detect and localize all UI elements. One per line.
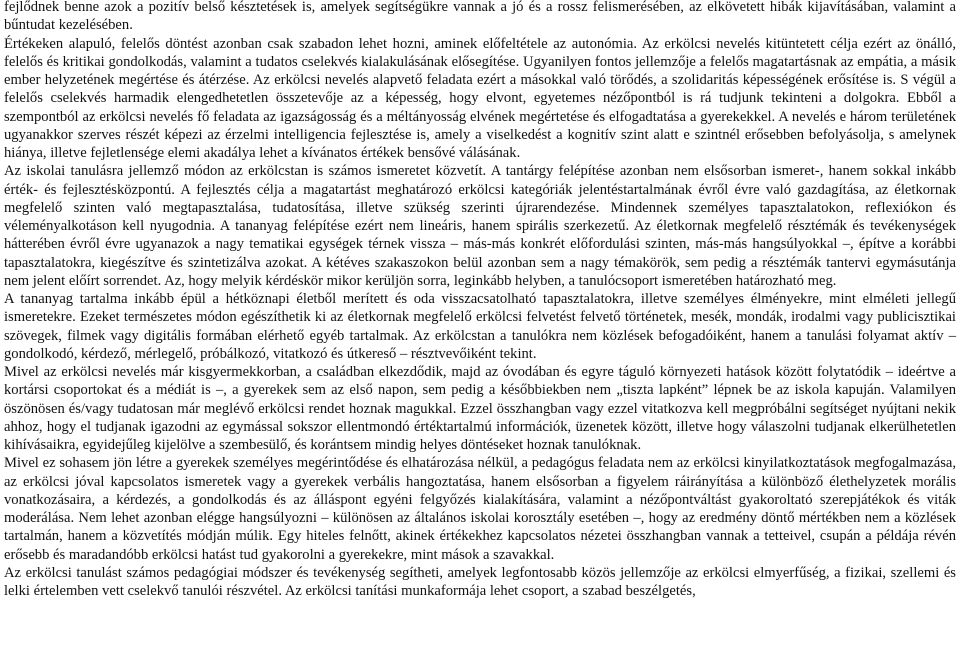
document-body xyxy=(4,0,956,600)
paragraph-5: Mivel az erkölcsi nevelés már kisgyermekkorban, a családban elkezdődik, majd az óvodában és egyre táguló környezeti hatások között folytatódik – ideértve a kortársi csoportokat és a médiát is –, a gyerekek sem az első napon, sem pedig a későbbiekben nem „tiszta lapként” lépnek be az iskola kapuján. Valamilyen öszönösen és/vagy tudatosan már meglévő erkölcsi rendet hoznak magukkal. Ezzel összhangban vagy ezzel vitatkozva kell megpróbálni segítséget nyújtani nekik ahhoz, hogy el tudjanak igazodni az egymással sokszor ellentmondó értéktartalmú információk, üzenetek között, illetve hogy válaszolni tudjanak elkerülhetetlen kihívásaikra, egyidejűleg kijelölve a szembesülő, és korántsem mindig helyes döntéseket hoznak tanulóknak. xyxy=(4,364,956,453)
paragraph-3: Az iskolai tanulásra jellemző módon az erkölcstan is számos ismeretet közvetít. A tantárgy felépítése azonban nem elsősorban ismeret-, hanem sokkal inkább érték- és fejlesztésközpontú. A fejlesztés célja a magatartást meghatározó erkölcsi kategóriák jelentéstartalmának évről évre való gazdagítása, az életkornak megfelelő szinten való megtapasztalása, tudatosítása, illetve szükség szerinti újrarendezése. Mindennek személyes tapasztalatokon, reflexiókon és véleményalkotáson kell nyugodnia. A tananyag felépítése ezért nem lineáris, hanem spirális szerkezetű. Az életkornak megfelelő résztémák és tevékenységek hátterében évről évre ugyanazok a nagy tematikai egységek térnek vissza – más-más konkrét előfordulási szinten, más-más hangsúlyokkal –, építve a korábbi tapasztalatokra, kiegészítve és szintetizálva azokat. A kétéves szakaszokon belül azonban sem a nagy témakörök, sem pedig a résztémák tantervi egymásutánja nem jelent előírt sorrendet. Az, hogy melyik kérdéskör mikor kerüljön sorra, leginkább helyben, a tanulócsoport ismeretében határozható meg. xyxy=(4,163,956,289)
paragraph-2: Értékeken alapuló, felelős döntést azonban csak szabadon lehet hozni, aminek előfeltétele az autonómia. Az erkölcsi nevelés kitüntetett célja ezért az önálló, felelős és kritikai gondolkodás, valamint a tudatos cselekvés kialakulásának elősegítése. Ugyanilyen fontos jellemzője a felelős magatartásnak az empátia, a másik ember helyzetének megértése és átérzése. Az erkölcsi nevelés alapvető feladata ezért a másokkal való törődés, a szolidaritás képességének erősítése is. S végül a felelős cselekvés harmadik elengedhetetlen összetevője az a képesség, hogy elvont, egyetemes nézőpontból is rá tudjunk tekinteni a dolgokra. Ebből a szempontból az erkölcsi nevelés fő feladata az igazságosság és a méltányosság elvének megértetése és elfogadtatása a gyerekekkel. A nevelés e három területének ugyanakkor szerves részét képezi az érzelmi intelligencia fejlesztése is, amely a viselkedést a kognitív szint alatt e szintnél erősebben befolyásolja, s amelynek hiánya, illetve fejletlensége elemi akadálya lehet a kívánatos értékek bensővé válásának. xyxy=(4,35,956,161)
paragraph-1: fejlődnek benne azok a pozitív belső késztetések is, amelyek segítségükre vannak a jó és a rossz felismerésében, az elkövetett hibák kijavításában, valamint a bűntudat kezelésében. xyxy=(4,0,956,34)
paragraph-4: A tananyag tartalma inkább épül a hétköznapi életből merített és oda visszacsatolható tapasztalatokra, illetve személyes élményekre, mint elméleti jellegű ismeretekre. Ezeket természetes módon egészíthetik ki az életkornak megfelelő erkölcsi felvetést felvető történetek, mesék, mondák, irodalmi vagy publicisztikai szövegek, filmek vagy digitális formában elérhető egyéb tartalmak. Az erkölcstan a tanulókra nem közlések befogadóiként, hanem a tanulási folyamat aktív – gondolkodó, kérdező, mérlegelő, próbálkozó, vitatkozó és útkereső – résztvevőiként tekint. xyxy=(4,291,956,362)
paragraph-7: Az erkölcsi tanulást számos pedagógiai módszer és tevékenység segítheti, amelyek legfontosabb közös jellemzője az erkölcsi elmyerfűség, a fizikai, szellemi és lelki értelemben vett cselekvő tanulói részvétel. Az erkölcsi tanítási munkaformája lehet csoport, a szabad beszélgetés, xyxy=(4,564,956,599)
paragraph-6: Mivel ez sohasem jön létre a gyerekek személyes megérintődése és elhatározása nélkül, a pedagógus feladata nem az erkölcsi kinyilatkoztatások megfogalmazása, az erkölcsi jóval kapcsolatos ismeretek vagy a gyerekek verbális hangoztatása, hanem elsősorban a figyelem ráirányítása a különböző élethelyzetek morális vonatkozásaira, a kérdezés, a gondolkodás és az álláspont egyéni felgyőzés kialakítására, valamint a nézőpontváltást gyakoroltató szerepjátékok és viták moderálása. Nem lehet azonban elégge hangsúlyozni – különösen az általános iskolai korosztály esetében –, hogy az eredmény döntő mértékben nem a közlések tartalmán, hanem a közvetítés módján múlik. Egy hiteles felnőtt, akinek értékekhez kapcsolatos nézetei összhangban vannak a tetteivel, csupán a példája révén erősebb és maradandóbb erkölcsi hatást tud gyakorolni a gyerekekre, mint mások a szavakkal. xyxy=(4,455,956,563)
